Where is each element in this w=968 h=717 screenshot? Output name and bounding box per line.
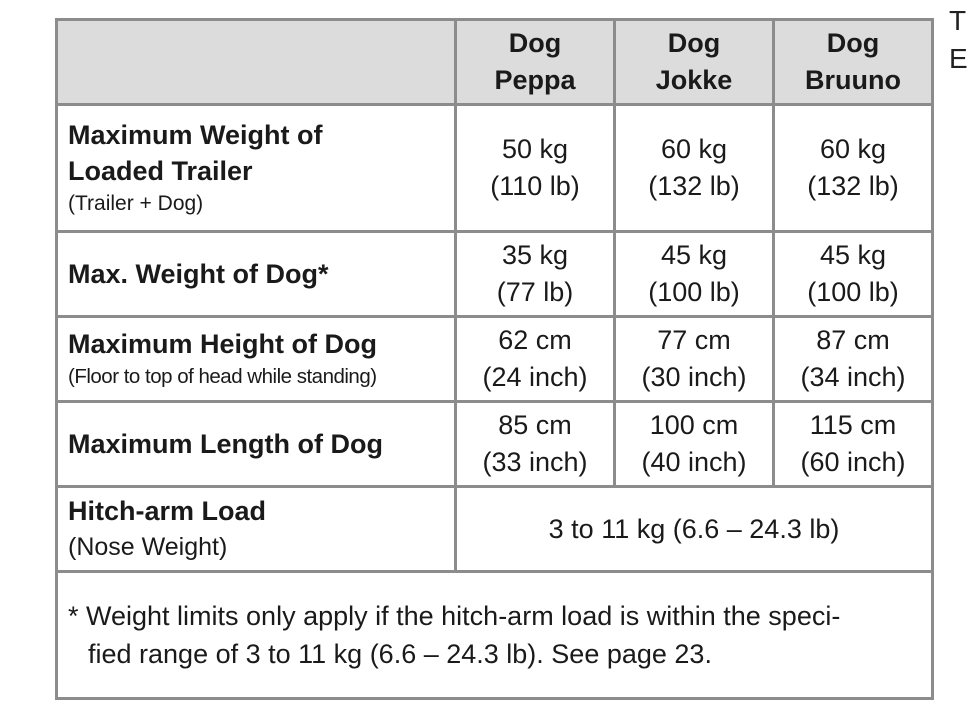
table-cell: 60 kg (132 lb) [774, 105, 933, 232]
dog-trailer-spec-table [55, 18, 934, 700]
table-cell: 35 kg (77 lb) [456, 232, 615, 317]
header-dog-jokke: Dog Jokke [615, 20, 774, 105]
table-header-row [57, 20, 933, 105]
cropped-edge-text: T E [949, 5, 968, 74]
table-cell: 85 cm (33 inch) [456, 402, 615, 487]
row-label: Maximum Weight of Loaded Trailer (Trailer + Dog) [57, 105, 456, 232]
table-cell: 87 cm (34 inch) [774, 317, 933, 402]
table-cell: 115 cm (60 inch) [774, 402, 933, 487]
row-label: Hitch-arm Load (Nose Weight) [57, 487, 456, 572]
table-footnote-row [57, 572, 933, 699]
table-cell: 60 kg (132 lb) [615, 105, 774, 232]
row-label: Maximum Length of Dog [57, 402, 456, 487]
row-label: Maximum Height of Dog (Floor to top of head while standing) [57, 317, 456, 402]
table-row-hitch-arm-load [57, 487, 933, 572]
header-dog-bruuno: Dog Bruuno [774, 20, 933, 105]
table-cell: 50 kg (110 lb) [456, 105, 615, 232]
row-label: Max. Weight of Dog* [57, 232, 456, 317]
table-row-max-dog-weight [57, 232, 933, 317]
header-empty-cell [57, 20, 456, 105]
footnote: * Weight limits only apply if the hitch-arm load is within the speci- fied range of 3 to 11 kg (6.6 – 24.3 lb). See page 23. [57, 572, 933, 699]
table-cell: 77 cm (30 inch) [615, 317, 774, 402]
table-row-max-dog-height [57, 317, 933, 402]
table-cell: 45 kg (100 lb) [774, 232, 933, 317]
table-cell: 45 kg (100 lb) [615, 232, 774, 317]
table-cell: 100 cm (40 inch) [615, 402, 774, 487]
table-row-max-loaded-weight [57, 105, 933, 232]
table-row-max-dog-length [57, 402, 933, 487]
table-cell: 62 cm (24 inch) [456, 317, 615, 402]
table-cell-merged: 3 to 11 kg (6.6 – 24.3 lb) [456, 487, 933, 572]
header-dog-peppa: Dog Peppa [456, 20, 615, 105]
